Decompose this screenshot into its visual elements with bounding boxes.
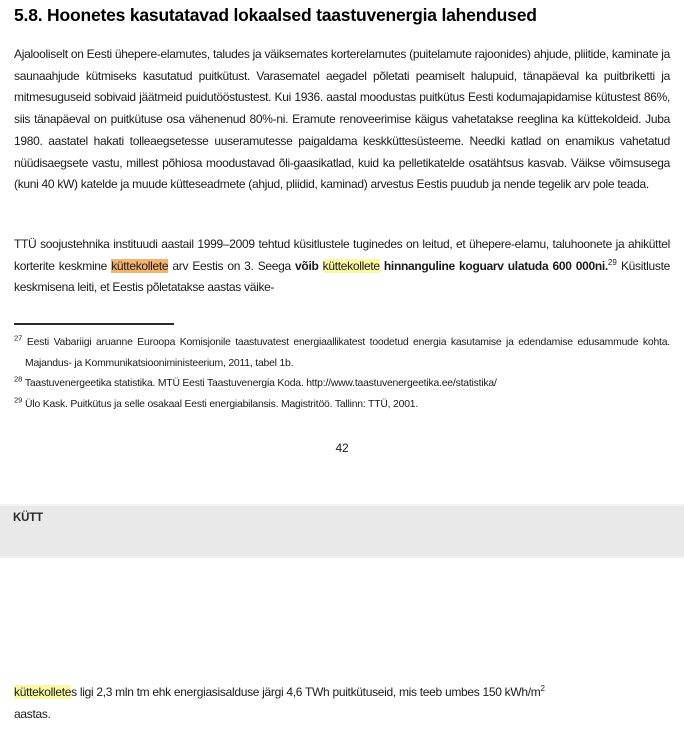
footnote-item <box>14 333 670 374</box>
page-number: 42 <box>335 441 349 455</box>
footnote-item <box>14 395 670 416</box>
search-highlight: küttekollete <box>111 258 169 273</box>
footnote-text: Eesti Vabariigi aruanne Euroopa Komisjonile taastuvatest energiaallikatest toodetud energia kasutamise ja edendamise edusammude kohta. Majandus- ja Kommunikatsiooniministeerium, 2011, tabel 1b. <box>25 337 670 369</box>
text-segment: aastas. <box>14 706 51 721</box>
footnote-text: Taastuvenergeetika statistika. MTÜ Eesti Taastuvenergia Koda. http://www.taastuvenergeetika.ee/statistika/ <box>24 378 497 389</box>
inter-page-gap <box>0 504 684 558</box>
text-segment: s ligi 2,3 mln tm ehk energiasisalduse järgi 4,6 TWh puitkütuseid, mis teeb umbes 150 kWh/m <box>71 685 541 699</box>
footnote-marker: 28 <box>14 374 23 384</box>
next-page-paragraph <box>14 682 670 725</box>
text-segment: TTÜ soojustehnika instituudi aastail 1999–2009 tehtud küsitlustele tuginedes on leitud, et ühepere-elamu, taluhoonete ja ahiküttel korterite keskmine <box>14 237 670 273</box>
body-paragraph-2 <box>14 234 670 299</box>
text-segment: võib <box>295 258 319 273</box>
text-segment: Küsitluste keskmisena leiti, et Eestis põletatakse aastas väike- <box>14 258 670 295</box>
footnote-item <box>14 374 670 395</box>
search-highlight: küttekollete <box>14 685 72 699</box>
page-gap-label: KÜTT <box>13 512 43 524</box>
footnote-text: Ülo Kask. Puitkütus ja selle osakaal Eesti energiabilansis. Magistritöö. Tallinn: TTÜ, 2001. <box>25 398 419 410</box>
text-segment: 2 <box>540 684 545 693</box>
footnote-separator-rule <box>14 323 174 325</box>
section-heading: 5.8. Hoonetes kasutatavad lokaalsed taastuvenergia lahendused <box>14 5 537 25</box>
footnote-marker: 29 <box>14 395 23 405</box>
body-paragraph-1: Ajalooliselt on Eesti ühepere-elamutes, taludes ja väiksemates korterelamutes (puitelamute rajoonides) ahjude, pliitide, kaminate ja saunaahjude kütmiseks kasutatud puitkütust. Varasematel aegadel põletati peamiselt halupuid, tänapäeval ka puitbriketti ja mitmesuguseid sobivaid jäätmeid puidutööstustest. Kui 1936. aastal moodustas puitkütus Eesti kodumajapidamise kütustest 86%, siis tänapäeval on puitkütuse osa vähenenud 80%-ni. Eramute renoveerimise käigus vahetatakse reeglina ka küttekoldeid. Juba 1980. aastatel hakati tolleaegsetesse uuseramutesse paigaldama keskküttesüsteeme. Needki katlad on enamikus vahetatud nüüdisaegsete vastu, millest põhiosa moodustavad õli-gaasikatlad, kuid ka pelletikatelde osatähtsus kasvab. Väikse võimsusega (kuni 40 kW) katelde ja muude kütteseadmete (ahjud, pliidid, kaminad) arvestus Eestis puudub ja nende tegelik arv pole teada. <box>14 47 670 192</box>
footnotes-section <box>14 333 670 415</box>
search-highlight: küttekollete <box>322 258 380 273</box>
text-segment: 29 <box>607 257 617 267</box>
text-segment: hinnanguline koguarv ulatuda 600 000ni. <box>383 258 608 273</box>
footnote-marker: 27 <box>14 333 23 343</box>
text-segment: arv Eestis on 3. Seega <box>168 258 296 273</box>
